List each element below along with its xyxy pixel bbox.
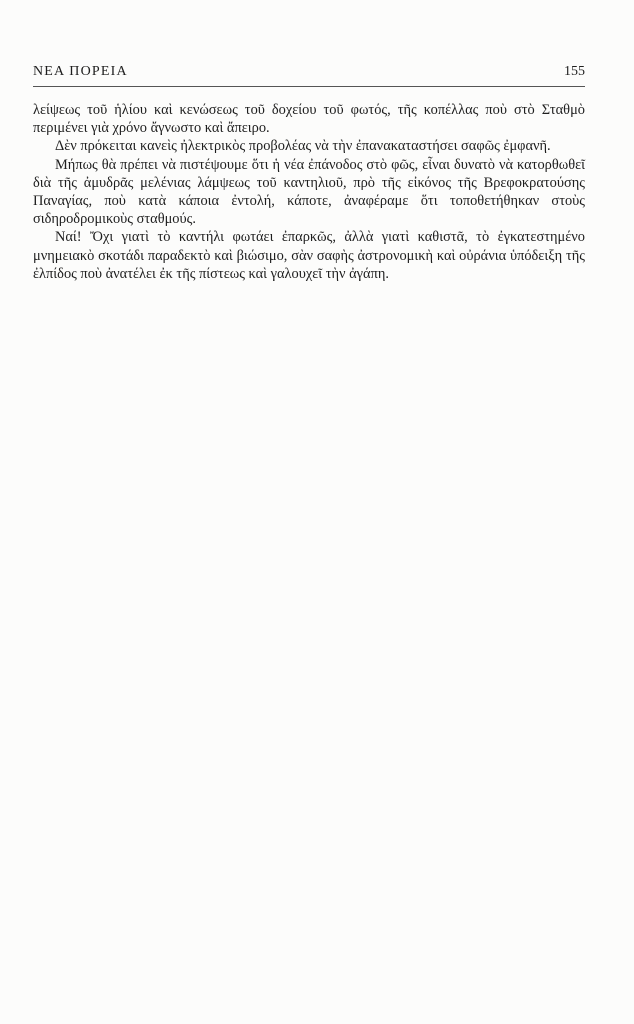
header-rule — [33, 86, 585, 87]
paragraph: Μήπως θὰ πρέπει νὰ πιστέψουμε ὅτι ἡ νέα ἐπάνοδος στὸ φῶς, εἶναι δυνατὸ νὰ κατορθωθεῖ διὰ τῆς ἀμυδρᾶς μελένιας λάμψεως τοῦ καντηλιοῦ, πρὸ τῆς εἰκόνος τῆς Βρεφοκρατούσης Παναγίας, ποὺ κατὰ κάποια ἐντολή, κάποτε, ἀναφέραμε ὅτι τοποθετήθηκαν στοὺς σιδηροδρομικοὺς σταθμούς. — [33, 156, 585, 228]
paragraph: Ναί! Ὄχι γιατὶ τὸ καντήλι φωτάει ἐπαρκῶς, ἀλλὰ γιατὶ καθιστᾶ, τὸ ἐγκατεστημένο μνημειακὸ σκοτάδι παραδεκτὸ καὶ βιώσιμο, σὰν σαφὴς ἀστρονομικὴ καὶ οὐράνια ὑπόδειξη τῆς ἐλπίδος ποὺ ἀνατέλει ἐκ τῆς πίστεως καὶ γαλουχεῖ τὴν ἀγάπη. — [33, 229, 585, 282]
page-number: 155 — [564, 64, 585, 79]
paragraph: Δὲν πρόκειται κανεὶς ἠλεκτρικὸς προβολέας νὰ τὴν ἐπανακαταστήσει σαφῶς ἐμφανῆ. — [55, 138, 551, 155]
running-head — [33, 63, 585, 83]
paragraph-continued: λείψεως τοῦ ἡλίου καὶ κενώσεως τοῦ δοχείου τοῦ φωτός, τῆς κοπέλλας ποὺ στὸ Σταθμὸ περιμένει γιὰ χρόνο ἄγνωστο καὶ ἄπειρο. — [33, 102, 585, 137]
journal-title: ΝΕΑ ΠΟΡΕΙΑ — [33, 64, 128, 79]
body-text — [33, 101, 585, 283]
